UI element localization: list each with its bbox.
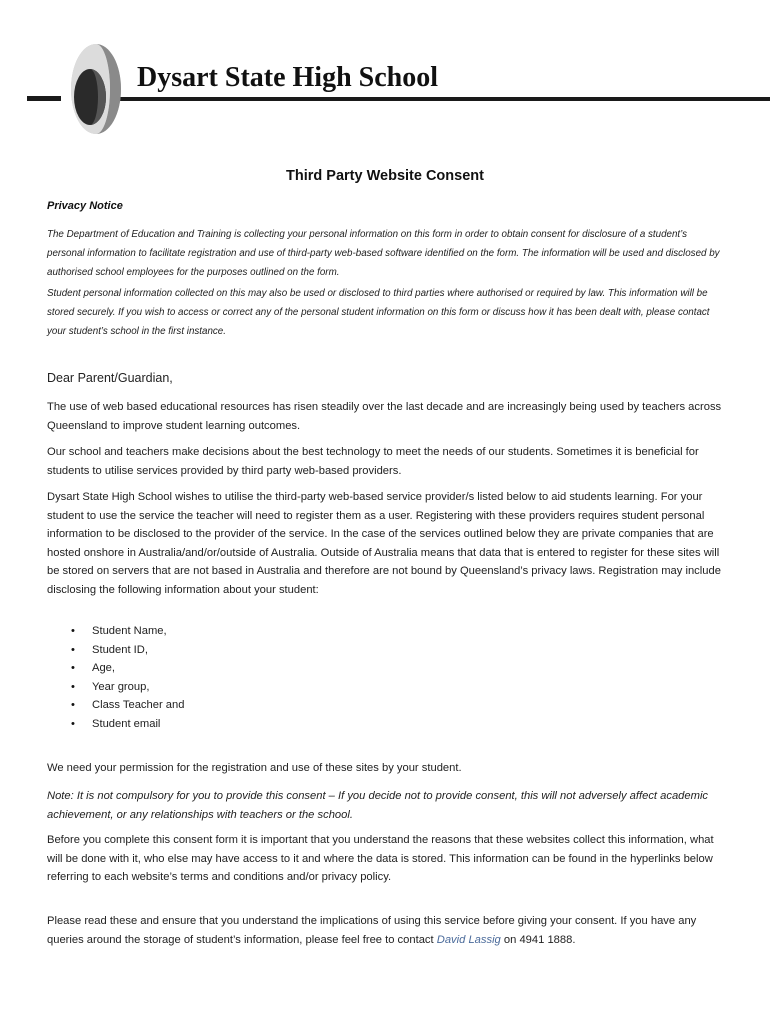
student-info-list (92, 622, 184, 733)
permission-paragraph: We need your permission for the registration and use of these sites by your student. (47, 762, 462, 774)
before-consent-paragraph: Before you complete this consent form it is important that you understand the reasons that these websites collect this information, what will be done with it, who else may have access to it and where the data is stored. This information can be found in the hyperlinks below referring to each website’s terms and conditions and/or privacy policy. (47, 834, 714, 883)
note-paragraph: Note: It is not compulsory for you to provide this consent – If you decide not to provide consent, this will not adversely affect academic achievement, or any relationships with teachers or the school. (47, 790, 709, 821)
list-item: • Student email (92, 715, 184, 734)
list-item: • Student Name, (92, 622, 184, 641)
body-paragraph-2: Our school and teachers make decisions about the best technology to meet the needs of our students. Sometimes it is beneficial for students to utilise services provided by third party web-based providers. (47, 446, 699, 477)
privacy-paragraph-1: The Department of Education and Training is collecting your personal information on this form in order to obtain consent for disclosure of a student’s personal information to facilitate registration and use of third-party web-based software identified on the form. The information will be used and disclosed by authorised school employees for the purposes outlined on the form. (47, 229, 720, 278)
document-title: Third Party Website Consent (286, 168, 484, 184)
contact-text-end: on 4941 1888. (500, 933, 576, 946)
list-item: • Class Teacher and (92, 696, 184, 715)
list-item: • Year group, (92, 678, 184, 697)
contact-name-link[interactable]: David Lassig (436, 933, 501, 946)
school-logo-icon (71, 44, 121, 134)
body-paragraph-3: Dysart State High School wishes to utilise the third-party web-based service provider/s listed below to aid students learning. For your student to use the service the teacher will need to register them as a user. Registering with these providers requires student personal information to be disclosed to the provider of the service. In the case of the services outlined below they are private companies that are hosted onshore in Australia/and/or/outside of Australia. Outside of Australia means that data that is entered to register for these sites will be stored on servers that are not based in Australia and therefore are not bound by Queensland’s privacy laws. Registration may include disclosing the following information about your student: (47, 491, 721, 596)
privacy-paragraph-2: Student personal information collected on this may also be used or disclosed to third parties where authorised or required by law. This information will be stored securely. If you wish to access or correct any of the personal student information on this form or discuss how it has been dealt with, please contact your student’s school in the first instance. (47, 288, 710, 337)
body-paragraph-1: The use of web based educational resources has risen steadily over the last decade and are increasingly being used by teachers across Queensland to improve student learning outcomes. (47, 401, 722, 432)
list-item: • Student ID, (92, 641, 184, 660)
contact-paragraph (47, 912, 727, 949)
letterhead (0, 0, 770, 150)
right-rule (120, 97, 770, 101)
left-rule (27, 96, 61, 101)
contact-text-start: Please read these and ensure that you understand the implications of using this service before giving your consent. If you have any queries around the storage of student’s information, please feel free to contact (47, 915, 697, 946)
privacy-notice-heading: Privacy Notice (47, 200, 123, 212)
salutation: Dear Parent/Guardian, (47, 371, 173, 385)
school-name: Dysart State High School (137, 62, 438, 93)
list-item: • Age, (92, 659, 184, 678)
